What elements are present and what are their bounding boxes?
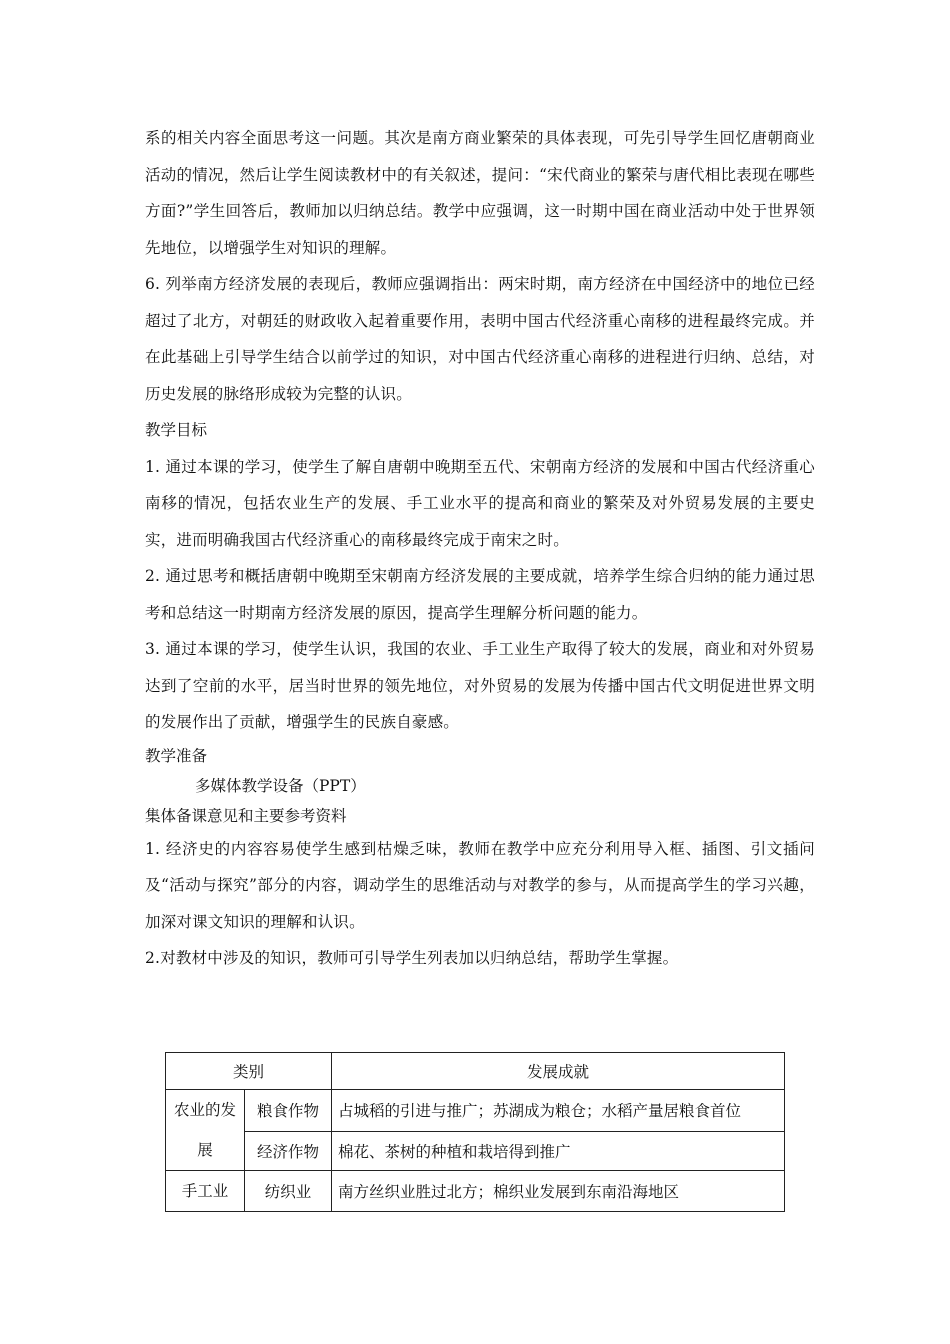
intro-paragraph: 系的相关内容全面思考这一问题。其次是南方商业繁荣的具体表现，可先引导学生回忆唐朝商业活动的情况，然后让学生阅读教材中的有关叙述，提问：“宋代商业的繁荣与唐代相比表现在哪些方面?”学生回答后，教师加以归纳总结。教学中应强调，这一时期中国在商业活动中处于世界领先地位，以增强学生对知识的理解。 bbox=[145, 129, 815, 257]
ref-item-1: 1. 经济史的内容容易使学生感到枯燥乏味，教师在教学中应充分利用导入框、插图、引文插问及“活动与探究”部分的内容，调动学生的思维活动与对教学的参与，从而提高学生的学习兴趣，加深对课文知识的理解和认识。 bbox=[145, 839, 815, 931]
point-6-paragraph: 6. 列举南方经济发展的表现后，教师应强调指出：两宋时期，南方经济在中国经济中的地位已经超过了北方，对朝廷的财政收入起着重要作用，表明中国古代经济重心南移的进程最终完成。并在此基础上引导学生结合以前学过的知识，对中国古代经济重心南移的进程进行归纳、总结，对历史发展的脉络形成较为完整的认识。 bbox=[145, 275, 815, 403]
achievement-table-wrap bbox=[165, 1052, 785, 1212]
achievement-table bbox=[165, 1052, 785, 1212]
subcategory-cell: 粮食作物 bbox=[245, 1090, 332, 1132]
subcategory-cell: 经济作物 bbox=[245, 1131, 332, 1170]
body-text bbox=[145, 120, 815, 977]
header-category: 类别 bbox=[166, 1053, 332, 1090]
category-cell: 农业的发展 bbox=[166, 1090, 245, 1171]
ref-item-2: 2.对教材中涉及的知识，教师可引导学生列表加以归纳总结，帮助学生掌握。 bbox=[145, 949, 679, 967]
table-row bbox=[166, 1090, 785, 1132]
prep-heading: 教学准备 bbox=[145, 746, 208, 765]
goal-item-2: 2. 通过思考和概括唐朝中晚期至宋朝南方经济发展的主要成就，培养学生综合归纳的能力通过思考和总结这一时期南方经济发展的原因，提高学生理解分析问题的能力。 bbox=[145, 567, 815, 622]
achievement-cell: 占城稻的引进与推广；苏湖成为粮仓；水稻产量居粮食首位 bbox=[332, 1090, 785, 1132]
table-header-row bbox=[166, 1053, 785, 1090]
prep-item: 多媒体教学设备（PPT） bbox=[195, 776, 366, 795]
table-row bbox=[166, 1131, 785, 1170]
goals-heading: 教学目标 bbox=[145, 421, 208, 439]
achievement-cell: 南方丝织业胜过北方；棉织业发展到东南沿海地区 bbox=[332, 1171, 785, 1212]
table-row bbox=[166, 1171, 785, 1212]
achievement-cell: 棉花、茶树的种植和栽培得到推广 bbox=[332, 1131, 785, 1170]
refs-heading: 集体备课意见和主要参考资料 bbox=[145, 806, 347, 825]
goal-item-1: 1. 通过本课的学习，使学生了解自唐朝中晚期至五代、宋朝南方经济的发展和中国古代经济重心南移的情况，包括农业生产的发展、手工业水平的提高和商业的繁荣及对外贸易发展的主要史实，进而明确我国古代经济重心的南移最终完成于南宋之时。 bbox=[145, 457, 815, 549]
header-achievement: 发展成就 bbox=[332, 1053, 785, 1090]
subcategory-cell: 纺织业 bbox=[245, 1171, 332, 1212]
category-cell: 手工业 bbox=[166, 1171, 245, 1212]
goal-item-3: 3. 通过本课的学习，使学生认识，我国的农业、手工业生产取得了较大的发展，商业和对外贸易达到了空前的水平，居当时世界的领先地位，对外贸易的发展为传播中国古代文明促进世界文明的发展作出了贡献，增强学生的民族自豪感。 bbox=[145, 640, 815, 731]
